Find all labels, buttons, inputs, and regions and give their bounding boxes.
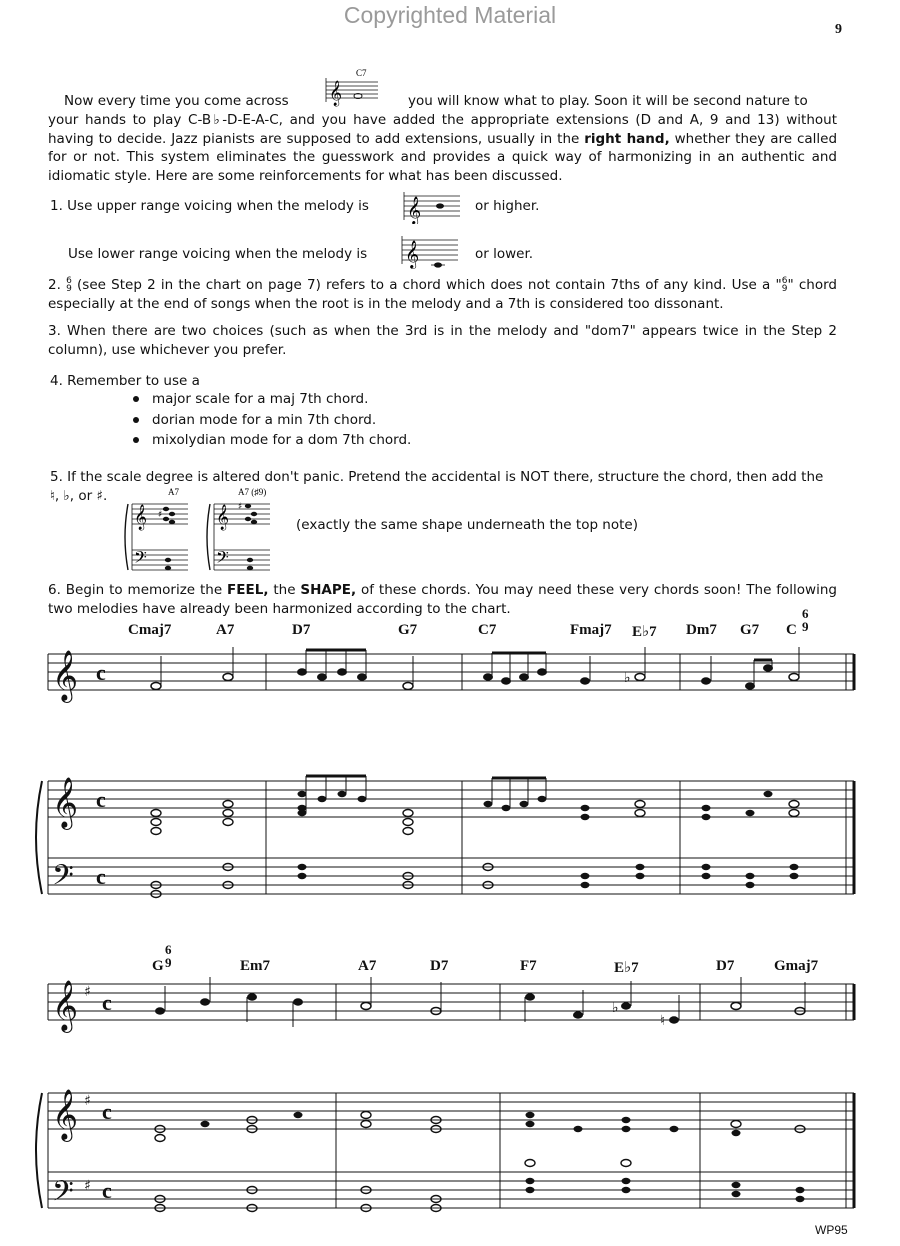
svg-text:𝄢: 𝄢 bbox=[216, 547, 229, 571]
item5-accidentals: ♮, ♭, or ♯. bbox=[50, 488, 108, 504]
chord-extension: 6 9 bbox=[802, 606, 809, 634]
chord-symbol: Gmaj7 bbox=[774, 958, 819, 974]
svg-text:𝄞: 𝄞 bbox=[52, 1089, 79, 1140]
time-signature: c bbox=[96, 787, 106, 812]
svg-text:𝄞: 𝄞 bbox=[216, 505, 230, 530]
chord-symbol: D7 bbox=[430, 958, 449, 974]
chord-symbol: G7 bbox=[398, 622, 418, 638]
svg-text:𝄞: 𝄞 bbox=[134, 505, 148, 530]
chord-symbol: C7 bbox=[478, 622, 497, 638]
item5-text: 5. If the scale degree is altered don't panic. Pretend the accidental is NOT there, structure the chord, then add the bbox=[50, 469, 824, 485]
chord-symbol: E♭7 bbox=[632, 624, 657, 640]
intro-line1-b: you will know what to play. Soon it will be second nature to bbox=[408, 93, 808, 109]
item1-line-a-end: or higher. bbox=[475, 198, 540, 214]
svg-text:♯: ♯ bbox=[84, 984, 91, 1000]
svg-text:𝄢: 𝄢 bbox=[52, 859, 74, 899]
example-chord-a7: A7 bbox=[168, 487, 179, 497]
svg-text:𝄞: 𝄞 bbox=[405, 240, 420, 268]
time-signature: c bbox=[102, 1099, 112, 1124]
svg-text:♮: ♮ bbox=[660, 1013, 666, 1029]
svg-text:𝄞: 𝄞 bbox=[52, 777, 79, 828]
chord-symbol: A7 bbox=[358, 958, 377, 974]
svg-text:𝄞: 𝄞 bbox=[407, 196, 422, 224]
chord-extension: 6 9 bbox=[165, 942, 172, 970]
item1-line-a: 1. Use upper range voicing when the melody is bbox=[50, 198, 369, 214]
time-signature: c bbox=[96, 864, 106, 889]
chord-symbol: D7 bbox=[716, 958, 735, 974]
example-chord-a7-sharp9: A7 (♯9) bbox=[238, 487, 267, 497]
list-item: mixolydian mode for a dom 7th chord. bbox=[130, 430, 411, 451]
chord-symbol: Em7 bbox=[240, 958, 270, 974]
time-signature: c bbox=[102, 1178, 112, 1203]
svg-text:♯: ♯ bbox=[84, 1178, 91, 1194]
svg-text:♭: ♭ bbox=[612, 1000, 619, 1016]
time-signature: c bbox=[96, 660, 106, 685]
footer-code: WP95 bbox=[815, 1223, 848, 1237]
svg-text:𝄞: 𝄞 bbox=[52, 980, 79, 1031]
copyright-watermark: Copyrighted Material bbox=[343, 2, 557, 28]
intro-line1-a: Now every time you come across bbox=[64, 93, 289, 109]
svg-text:𝄢: 𝄢 bbox=[52, 1175, 74, 1215]
svg-text:𝄢: 𝄢 bbox=[134, 547, 147, 571]
intro-rest: your hands to play C-B♭-D-E-A-C, and you have added the appropriate extensions (D and A, 9 and 13) without having to decide. Jazz pianists are supposed to add extensions, usually in the right hand, whether they are called for or not. This system eliminates the guesswork and provides a quick way of harmonizing in an authentic and idiomatic style. Here are some reinforcements for what has been discussed. bbox=[48, 112, 838, 184]
item1-line-b-end: or lower. bbox=[475, 246, 534, 262]
chord-symbol: Fmaj7 bbox=[570, 622, 612, 638]
chord-symbol: Cmaj7 bbox=[128, 622, 172, 638]
item4-intro: 4. Remember to use a bbox=[50, 373, 200, 389]
chord-symbol: C bbox=[786, 622, 797, 638]
item6-text: 6. Begin to memorize the FEEL, the SHAPE, of these chords. You may need these very chords soon! The following two melodies have already been harmonized according to the chart. bbox=[48, 582, 837, 617]
list-item: dorian mode for a min 7th chord. bbox=[130, 410, 411, 431]
chord-symbol: F7 bbox=[520, 958, 537, 974]
chord-symbol: A7 bbox=[216, 622, 235, 638]
inline-chord-symbol: C7 bbox=[356, 68, 367, 78]
page-number: 9 bbox=[835, 22, 842, 37]
item5-note: (exactly the same shape underneath the top note) bbox=[296, 517, 638, 533]
item2-text: 2. 6 9 (see Step 2 in the chart on page 7) refers to a chord which does not contain 7ths of any kind. Use a " 6 9 " chord especially at the end of songs when the root is in the melody and a 7th is considered too dissonant. bbox=[48, 276, 838, 312]
chord-symbol: G bbox=[152, 958, 164, 974]
chord-symbol: D7 bbox=[292, 622, 311, 638]
chord-symbol: Dm7 bbox=[686, 622, 717, 638]
svg-text:♯: ♯ bbox=[238, 502, 243, 512]
time-signature: c bbox=[102, 990, 112, 1015]
chord-symbol: G7 bbox=[740, 622, 760, 638]
item1-line-b: Use lower range voicing when the melody is bbox=[68, 246, 368, 262]
list-item: major scale for a maj 7th chord. bbox=[130, 389, 411, 410]
svg-text:𝄞: 𝄞 bbox=[329, 81, 343, 106]
svg-text:♯: ♯ bbox=[84, 1093, 91, 1109]
item3-text: 3. When there are two choices (such as when the 3rd is in the melody and "dom7" appears twice in the Step 2 column), use whichever you prefer. bbox=[48, 323, 837, 358]
svg-text:♯: ♯ bbox=[158, 510, 163, 520]
svg-text:𝄞: 𝄞 bbox=[52, 650, 79, 701]
svg-text:♭: ♭ bbox=[624, 670, 631, 686]
chord-symbol: E♭7 bbox=[614, 960, 639, 976]
